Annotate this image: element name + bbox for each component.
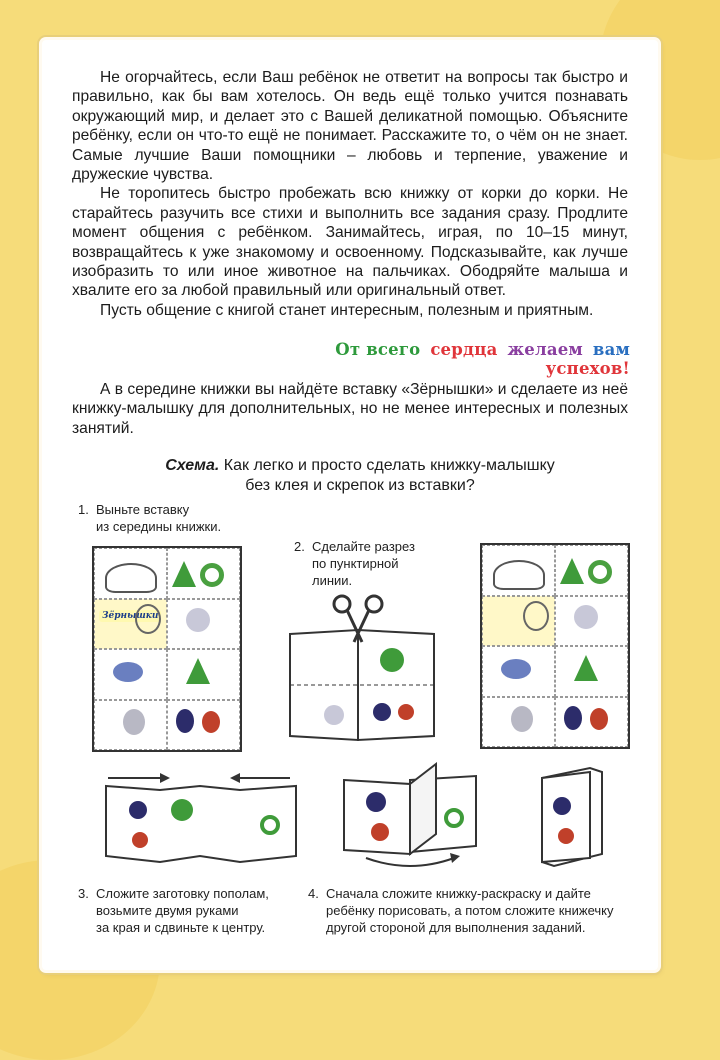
scheme-label: Схема. (165, 457, 220, 474)
tree-picture (574, 655, 598, 681)
wish-word: успехов! (545, 359, 630, 378)
booklet-cover (542, 772, 590, 862)
sheet-cell (482, 646, 555, 697)
insert-sheet-left (92, 546, 242, 752)
owl-picture (523, 601, 549, 631)
step-text: возьмите двумя руками (96, 903, 239, 918)
step-number: 3. (78, 886, 89, 901)
hare-picture (324, 705, 344, 725)
intro-paragraph-3: Пусть общение с книгой станет интересным, полезным и приятным. (100, 301, 594, 319)
hare-picture (511, 706, 533, 732)
deer-picture (176, 709, 194, 733)
wreath-picture (588, 560, 612, 584)
tree-picture (171, 799, 193, 821)
tree-picture (172, 561, 196, 587)
step-text: линии. (312, 573, 353, 588)
step-1 (78, 501, 222, 535)
sheet-cell (167, 599, 240, 650)
tree-picture (380, 648, 404, 672)
scheme-heading (100, 456, 620, 496)
wish-word: вам (592, 340, 630, 359)
arrow-left-icon (230, 773, 290, 783)
sheet-cell (94, 649, 167, 700)
scheme-line-1: Как легко и просто сделать книжку-малышку (223, 457, 555, 474)
rabbit-picture (574, 605, 598, 629)
arrow-right-icon (108, 773, 170, 783)
booklet-illustration (532, 762, 612, 872)
deer-picture (366, 792, 386, 812)
sheet-cell (167, 700, 240, 751)
turtle-picture (105, 563, 157, 593)
owl-picture (135, 604, 161, 634)
sheet-cell (555, 646, 628, 697)
insert-text (72, 380, 628, 438)
step-text: Сделайте разрез (312, 539, 415, 554)
wish-word: желаем (507, 340, 583, 359)
tree-picture (560, 558, 584, 584)
step-text: Сложите заготовку пополам, (96, 886, 269, 901)
step-text: по пунктирной (312, 556, 399, 571)
wish-word: сердца (430, 340, 498, 359)
folded-strip (106, 786, 296, 862)
wreath-picture (200, 563, 224, 587)
sheet-cell (555, 697, 628, 748)
fox-picture (558, 828, 574, 844)
wish-word: От всего (335, 340, 421, 359)
wish-line (250, 340, 630, 378)
step-text: за края и сдвиньте к центру. (96, 920, 266, 935)
book-fold-illustration (336, 762, 486, 872)
deer-picture (373, 703, 391, 721)
intro-paragraph-1: Не огорчайтесь, если Ваш ребёнок не ответит на вопросы так быстро и правильно, как бы вам хотелось. Он ведь ещё только учится познавать окружающий мир, и делает это с Вашей деликатной помощью. Объясните ребёнку, если он что-то ещё не понимает. Расскажите то, о чём он не знает. Самые лучшие Ваши помощники – любовь и терпение, уважение и дружеские чувства. (72, 69, 628, 184)
deer-picture (553, 797, 571, 815)
step-3 (78, 885, 269, 936)
curved-arrow-icon (366, 853, 460, 866)
cut-illustration (284, 590, 464, 750)
sheet-cell (482, 545, 555, 596)
step-text: Сначала сложите книжку-раскраску и дайте (326, 886, 591, 901)
step-2 (294, 538, 415, 589)
sheet-cell (482, 596, 555, 647)
intro-paragraph-2: Не торопитесь быстро пробежать всю книжку от корки до корки. Не старайтесь разучить все стихи и выполнить все задания сразу. Продлите момент общения с ребёнком. Занимайтесь, играя, по 10–15 минут, возвращайтесь к уже знакомому и освоенному. Подсказывайте, как лучше изобразить то или иное животное на пальчиках. Ободряйте малыша и хвалите его за любой правильный или оригинальный ответ. (72, 185, 628, 300)
sheet-cell (555, 596, 628, 647)
fox-picture (202, 711, 220, 733)
insert-title: Зёрнышки (99, 610, 161, 622)
ornament-picture (501, 659, 531, 679)
sheet-cell (94, 548, 167, 599)
insert-paragraph: А в середине книжки вы найдёте вставку «Зёрнышки» и сделаете из неё книжку-малышку для дополнительных, но не менее интересных и полезных занятий. (72, 381, 628, 437)
hare-picture (123, 709, 145, 735)
fold-illustration (100, 770, 300, 870)
fox-picture (371, 823, 389, 841)
book-front-page (344, 780, 410, 854)
deer-picture (129, 801, 147, 819)
scheme-line-2: без клея и скрепок из вставки? (245, 477, 475, 494)
step-number: 4. (308, 886, 319, 901)
sheet-cell (482, 697, 555, 748)
sheet-cell (94, 599, 167, 650)
tree-picture (186, 658, 210, 684)
fox-picture (398, 704, 414, 720)
sheet-cell (167, 649, 240, 700)
deer-picture (564, 706, 582, 730)
sheet-cell (167, 548, 240, 599)
fox-picture (590, 708, 608, 730)
step-text: другой стороной для выполнения заданий. (326, 920, 586, 935)
step-text: Выньте вставку (96, 502, 190, 517)
sheet-cell (555, 545, 628, 596)
step-number: 2. (294, 539, 305, 554)
step-text: из середины книжки. (96, 519, 222, 534)
turtle-picture (493, 560, 545, 590)
step-4 (308, 885, 614, 936)
step-number: 1. (78, 502, 89, 517)
fox-picture (132, 832, 148, 848)
sheet-cell (94, 700, 167, 751)
intro-text (72, 68, 628, 320)
ornament-picture (113, 662, 143, 682)
insert-sheet-right (480, 543, 630, 749)
step-text: ребёнку порисовать, а потом сложите книжечку (326, 903, 614, 918)
rabbit-picture (186, 608, 210, 632)
